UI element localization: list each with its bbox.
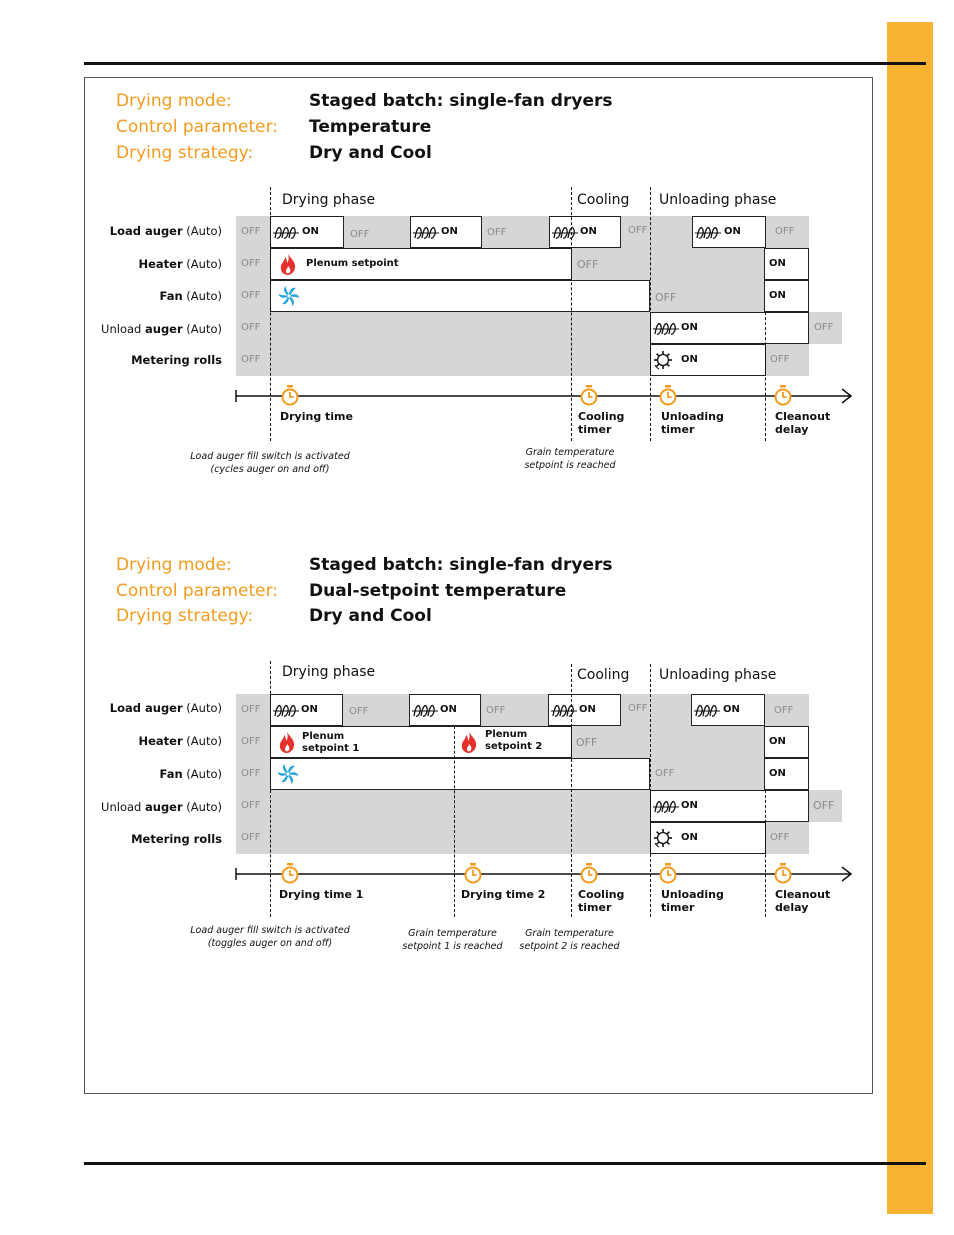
- unload-auger-off: OFF: [241, 800, 261, 811]
- drying-strategy-label: Drying strategy:: [116, 606, 254, 626]
- load-auger-on: ON: [440, 704, 457, 715]
- row-label-load-auger: Load auger (Auto): [109, 224, 222, 238]
- note-grain-temp: Grain temperature setpoint is reached: [524, 447, 616, 471]
- heater-plenum-setpoint: Plenum setpoint: [306, 258, 399, 269]
- fan-on-segment: [270, 280, 650, 312]
- flame-icon: [279, 253, 297, 275]
- phase-unloading: Unloading phase: [659, 667, 777, 683]
- unload-auger-off: OFF: [814, 322, 834, 333]
- event-cleanout-delay: Cleanout delay: [775, 888, 831, 914]
- metering-roll-icon: [653, 828, 673, 848]
- unload-auger-off: OFF: [813, 799, 835, 812]
- auger-icon: [412, 704, 438, 718]
- load-auger-off: OFF: [774, 705, 794, 716]
- note-grain-temp-2: Grain temperature setpoint 2 is reached: [519, 928, 620, 952]
- row-label-unload-auger: Unload auger (Auto): [101, 322, 222, 336]
- event-drying-time-1: Drying time 1: [279, 888, 364, 901]
- phase-cooling: Cooling: [577, 192, 630, 208]
- drying-strategy-label: Drying strategy:: [116, 143, 254, 163]
- drying-mode-label: Drying mode:: [116, 555, 232, 575]
- event-cooling-timer: Cooling timer: [578, 888, 625, 914]
- auger-icon: [653, 800, 679, 814]
- load-auger-off: OFF: [628, 703, 648, 714]
- auger-icon: [694, 704, 720, 718]
- phase-drying: Drying phase: [282, 192, 376, 208]
- timer-icon: [659, 385, 677, 407]
- heater-off: OFF: [241, 736, 261, 747]
- event-drying-time: Drying time: [280, 410, 353, 423]
- timer-icon: [464, 863, 482, 885]
- timer-icon: [580, 385, 598, 407]
- fan-on-segment: [270, 758, 650, 790]
- auger-icon: [695, 226, 721, 240]
- row-label-metering-rolls: Metering rolls: [131, 353, 222, 367]
- drying-mode-value: Staged batch: single-fan dryers: [309, 555, 613, 575]
- event-cooling-timer: Cooling timer: [578, 410, 625, 436]
- metering-off: OFF: [770, 832, 790, 843]
- phase-cooling: Cooling: [577, 667, 630, 683]
- auger-icon: [552, 226, 578, 240]
- fan-on: ON: [769, 768, 786, 779]
- auger-icon: [653, 322, 679, 336]
- fan-off: OFF: [241, 768, 261, 779]
- row-label-metering-rolls: Metering rolls: [131, 832, 222, 846]
- drying-strategy-value: Dry and Cool: [309, 143, 432, 163]
- heater-plenum-setpoint-1: Plenum setpoint 1: [302, 731, 360, 754]
- timeline-axis: [230, 864, 860, 884]
- load-auger-on: ON: [580, 226, 597, 237]
- auger-icon: [273, 226, 299, 240]
- fan-icon: [278, 285, 300, 307]
- auger-icon: [413, 226, 439, 240]
- timeline-axis: [230, 386, 860, 406]
- unload-auger-on: ON: [681, 322, 698, 333]
- timer-icon: [659, 863, 677, 885]
- note-fill-switch: Load auger fill switch is activated (cycles auger on and off): [190, 451, 350, 475]
- top-rule: [84, 62, 926, 65]
- side-tab: [887, 22, 933, 1214]
- load-auger-off: OFF: [775, 226, 795, 237]
- load-auger-off: OFF: [349, 706, 369, 717]
- load-auger-on: ON: [301, 704, 318, 715]
- metering-on: ON: [681, 354, 698, 365]
- heater-off: OFF: [577, 258, 599, 271]
- phase-divider: [454, 726, 455, 917]
- drying-mode-label: Drying mode:: [116, 91, 232, 111]
- metering-roll-icon: [653, 350, 673, 370]
- bottom-rule: [84, 1162, 926, 1165]
- phase-drying: Drying phase: [282, 664, 376, 680]
- row-label-load-auger: Load auger (Auto): [109, 701, 222, 715]
- control-parameter-value: Temperature: [309, 117, 432, 137]
- event-drying-time-2: Drying time 2: [461, 888, 546, 901]
- timer-icon: [774, 385, 792, 407]
- heater-on: ON: [769, 736, 786, 747]
- heater-off: OFF: [241, 258, 261, 269]
- heater-off: OFF: [576, 736, 598, 749]
- unload-auger-off: OFF: [241, 322, 261, 333]
- event-unloading-timer: Unloading timer: [661, 410, 724, 436]
- load-auger-off: OFF: [486, 705, 506, 716]
- fan-off: OFF: [655, 291, 677, 304]
- unload-auger-on: ON: [681, 800, 698, 811]
- timer-icon: [580, 863, 598, 885]
- phase-divider: [765, 790, 766, 917]
- note-grain-temp-1: Grain temperature setpoint 1 is reached: [402, 928, 503, 952]
- note-fill-switch: Load auger fill switch is activated (toggles auger on and off): [190, 925, 350, 949]
- auger-icon: [551, 704, 577, 718]
- auger-icon: [273, 704, 299, 718]
- row-label-unload-auger: Unload auger (Auto): [101, 800, 222, 814]
- row-label-heater: Heater (Auto): [138, 734, 222, 748]
- fan-on: ON: [769, 290, 786, 301]
- timer-icon: [774, 863, 792, 885]
- load-auger-on: ON: [579, 704, 596, 715]
- row-label-heater: Heater (Auto): [138, 257, 222, 271]
- drying-strategy-value: Dry and Cool: [309, 606, 432, 626]
- load-auger-off: OFF: [487, 227, 507, 238]
- flame-icon: [278, 731, 296, 753]
- drying-mode-value: Staged batch: single-fan dryers: [309, 91, 613, 111]
- fan-off: OFF: [241, 290, 261, 301]
- load-auger-on: ON: [441, 226, 458, 237]
- phase-divider: [765, 312, 766, 441]
- load-auger-off: OFF: [241, 226, 261, 237]
- fan-icon: [277, 763, 299, 785]
- load-auger-on: ON: [302, 226, 319, 237]
- fan-off: OFF: [655, 768, 675, 779]
- heater-on: ON: [769, 258, 786, 269]
- event-cleanout-delay: Cleanout delay: [775, 410, 831, 436]
- phase-unloading: Unloading phase: [659, 192, 777, 208]
- load-auger-on: ON: [724, 226, 741, 237]
- load-auger-on: ON: [723, 704, 740, 715]
- control-parameter-value: Dual-setpoint temperature: [309, 581, 567, 601]
- metering-off: OFF: [770, 354, 790, 365]
- metering-on: ON: [681, 832, 698, 843]
- load-auger-off: OFF: [350, 229, 370, 240]
- timer-icon: [281, 385, 299, 407]
- event-unloading-timer: Unloading timer: [661, 888, 724, 914]
- metering-off: OFF: [241, 832, 261, 843]
- flame-icon: [460, 731, 478, 753]
- load-auger-off: OFF: [241, 704, 261, 715]
- heater-plenum-setpoint-2: Plenum setpoint 2: [485, 729, 543, 752]
- timer-icon: [281, 863, 299, 885]
- control-parameter-label: Control parameter:: [116, 117, 279, 137]
- load-auger-off: OFF: [628, 225, 648, 236]
- control-parameter-label: Control parameter:: [116, 581, 279, 601]
- metering-off: OFF: [241, 354, 261, 365]
- row-label-fan: Fan (Auto): [159, 289, 222, 303]
- row-label-fan: Fan (Auto): [159, 767, 222, 781]
